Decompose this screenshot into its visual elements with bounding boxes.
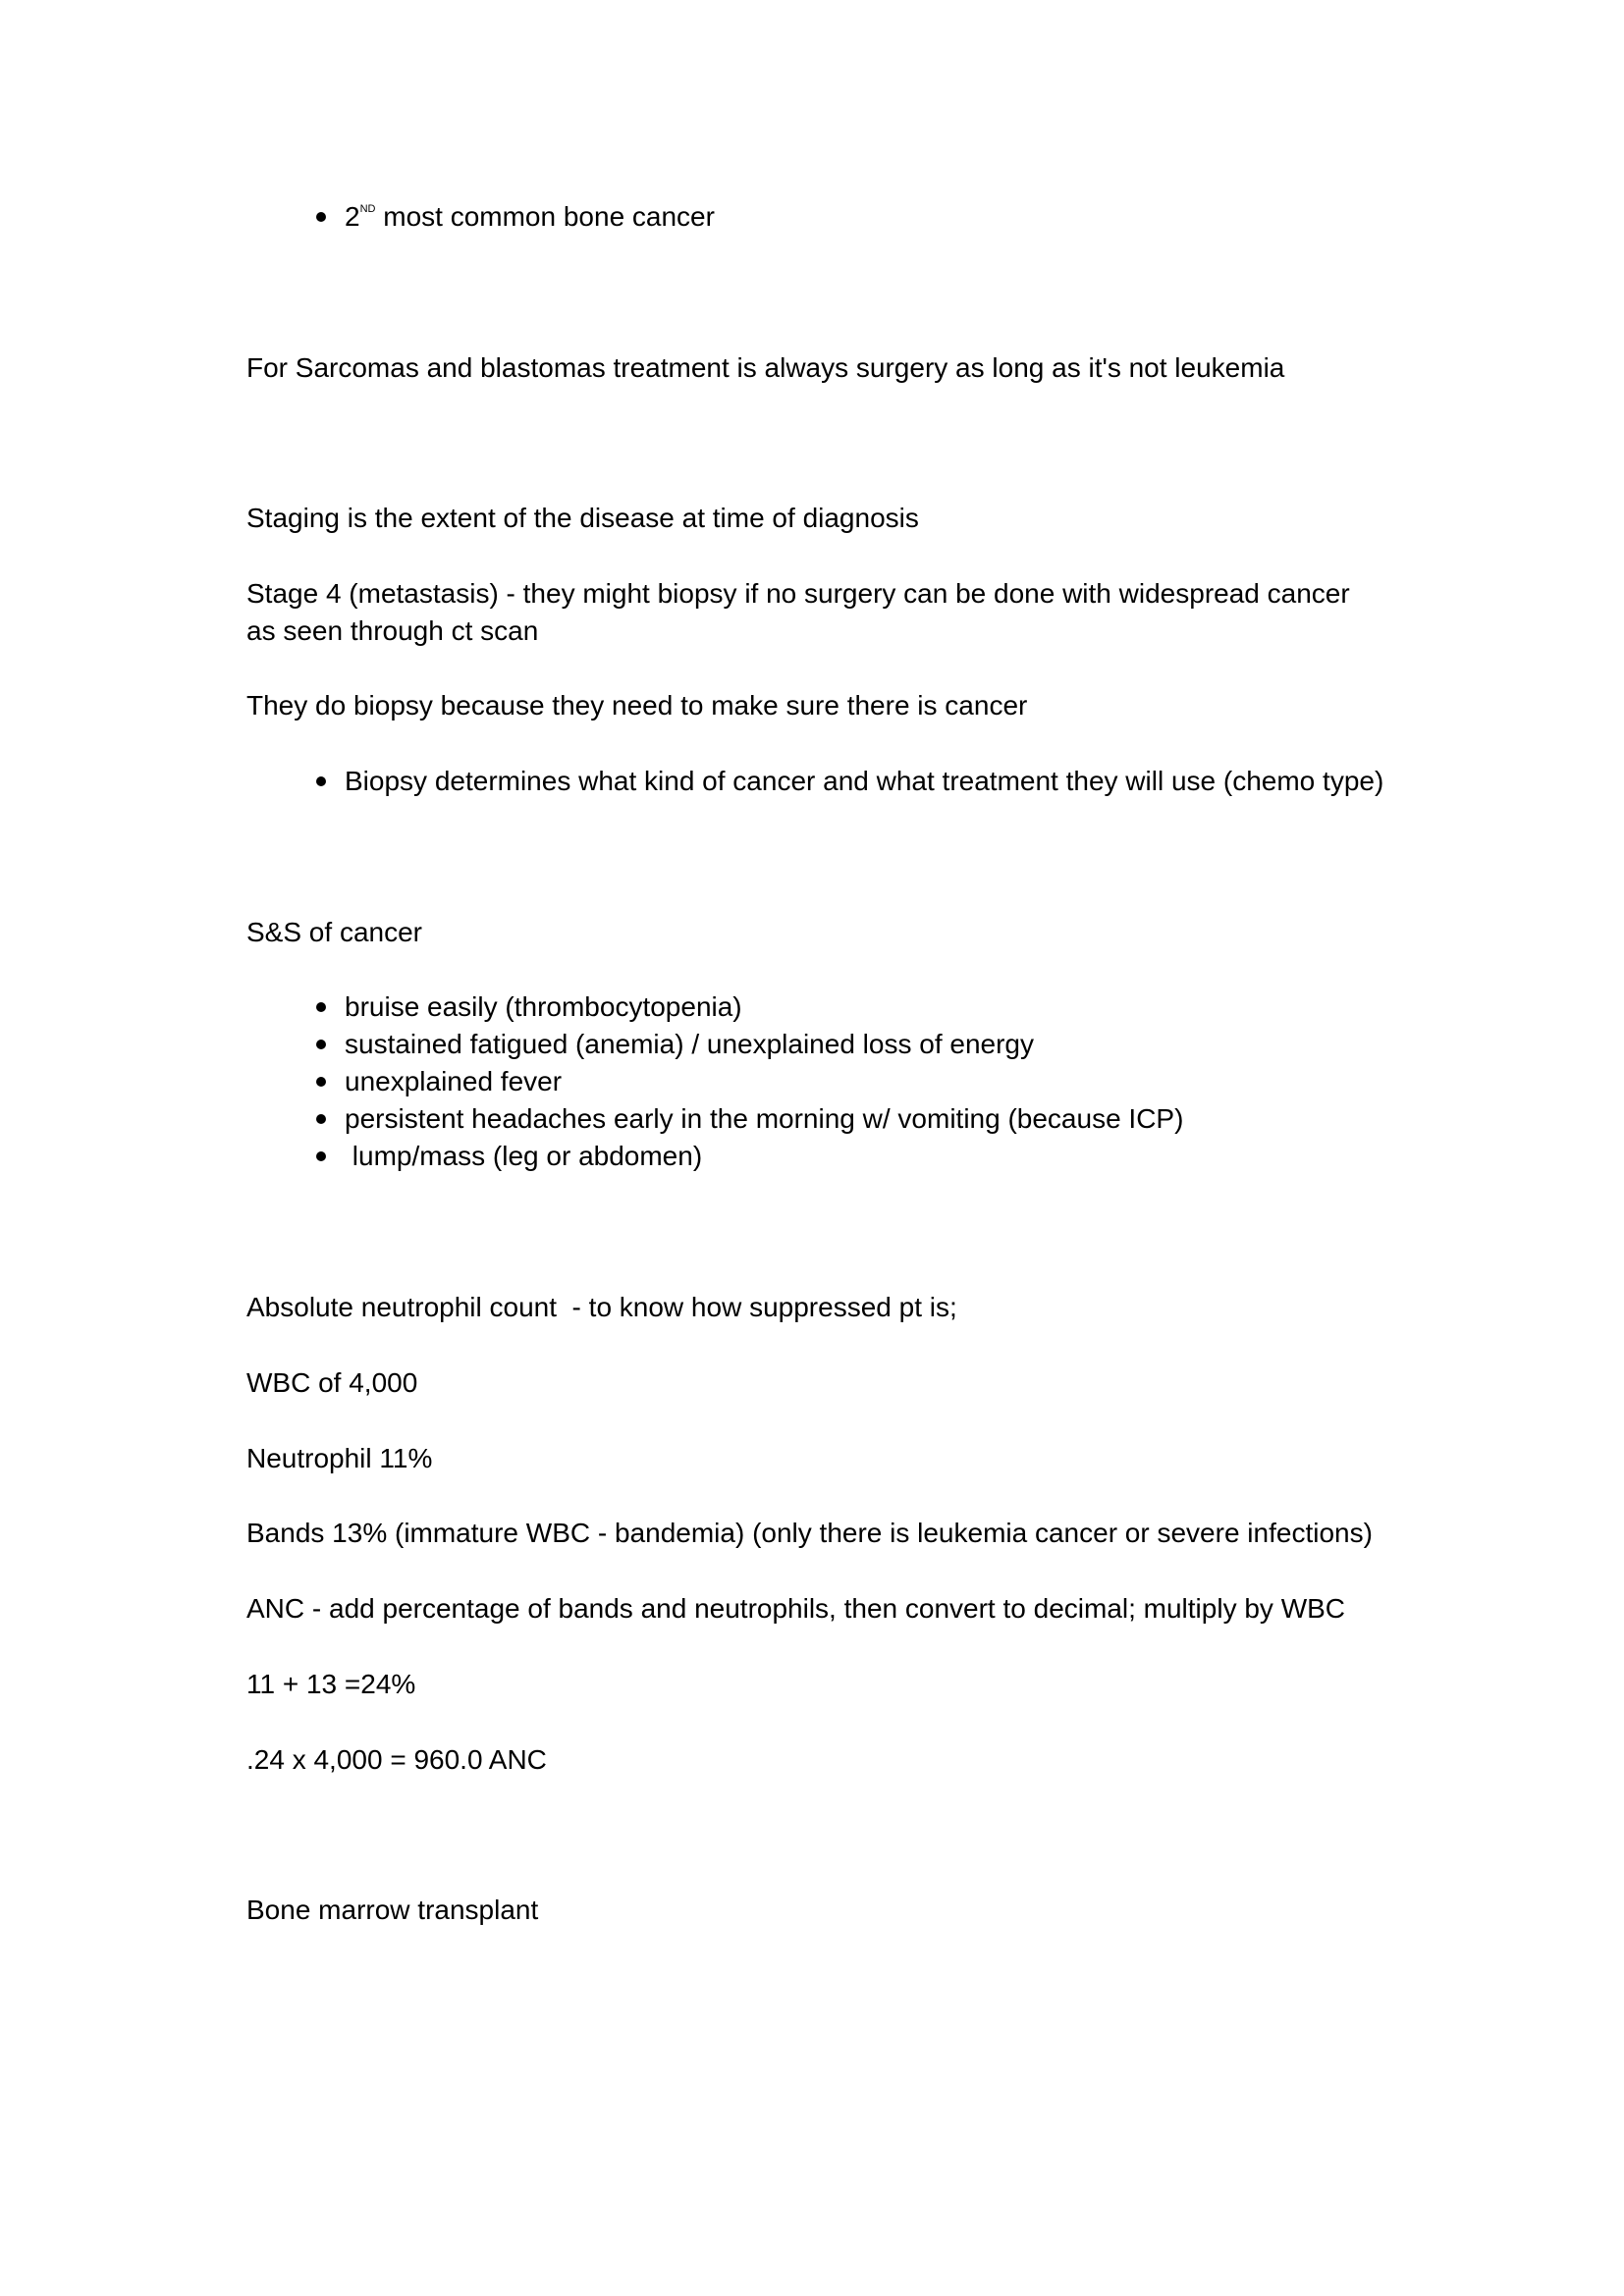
bands-line: Bands 13% (immature WBC - bandemia) (only there is leukemia cancer or severe infections)	[246, 1518, 1373, 1548]
ordinal-superscript: ND	[359, 203, 376, 215]
ss-list-item: unexplained fever	[345, 1066, 563, 1096]
bullet-dot	[316, 1040, 326, 1049]
anc-method-line: ANC - add percentage of bands and neutrophils, then convert to decimal; multiply by WBC	[246, 1593, 1346, 1624]
ss-list-item: bruise easily (thrombocytopenia)	[345, 991, 742, 1022]
anc-heading: Absolute neutrophil count - to know how suppressed pt is;	[246, 1292, 957, 1322]
sarcomas-paragraph: For Sarcomas and blastomas treatment is always surgery as long as it's not leukemia	[246, 352, 1285, 383]
bullet-dot	[316, 1151, 326, 1161]
bullet-dot	[316, 1002, 326, 1012]
wbc-line: WBC of 4,000	[246, 1367, 418, 1398]
staging-paragraph: Staging is the extent of the disease at time of diagnosis	[246, 503, 919, 533]
ss-list-item: lump/mass (leg or abdomen)	[345, 1141, 703, 1171]
result-line: .24 x 4,000 = 960.0 ANC	[246, 1744, 547, 1775]
sum-line: 11 + 13 =24%	[246, 1669, 416, 1699]
bullet-dot	[316, 212, 326, 222]
bullet-dot	[316, 1077, 326, 1087]
bullet-text: most common bone cancer	[375, 201, 715, 232]
biopsy-bullet: Biopsy determines what kind of cancer and what treatment they will use (chemo type)	[345, 766, 1384, 796]
ss-list-item: sustained fatigued (anemia) / unexplained loss of energy	[345, 1029, 1034, 1059]
biopsy-paragraph: They do biopsy because they need to make sure there is cancer	[246, 690, 1028, 721]
ss-heading: S&S of cancer	[246, 917, 422, 947]
neutrophil-line: Neutrophil 11%	[246, 1443, 433, 1473]
stage4-paragraph: Stage 4 (metastasis) - they might biopsy if no surgery can be done with widespread cancer as seen through ct scan	[246, 578, 1350, 646]
ordinal-number: 2	[345, 201, 360, 232]
bmt-heading: Bone marrow transplant	[246, 1895, 539, 1925]
bullet-dot	[316, 776, 326, 786]
bone-cancer-bullet	[345, 198, 715, 236]
bullet-dot	[316, 1114, 326, 1124]
ss-list-item: persistent headaches early in the morning w/ vomiting (because ICP)	[345, 1103, 1184, 1134]
